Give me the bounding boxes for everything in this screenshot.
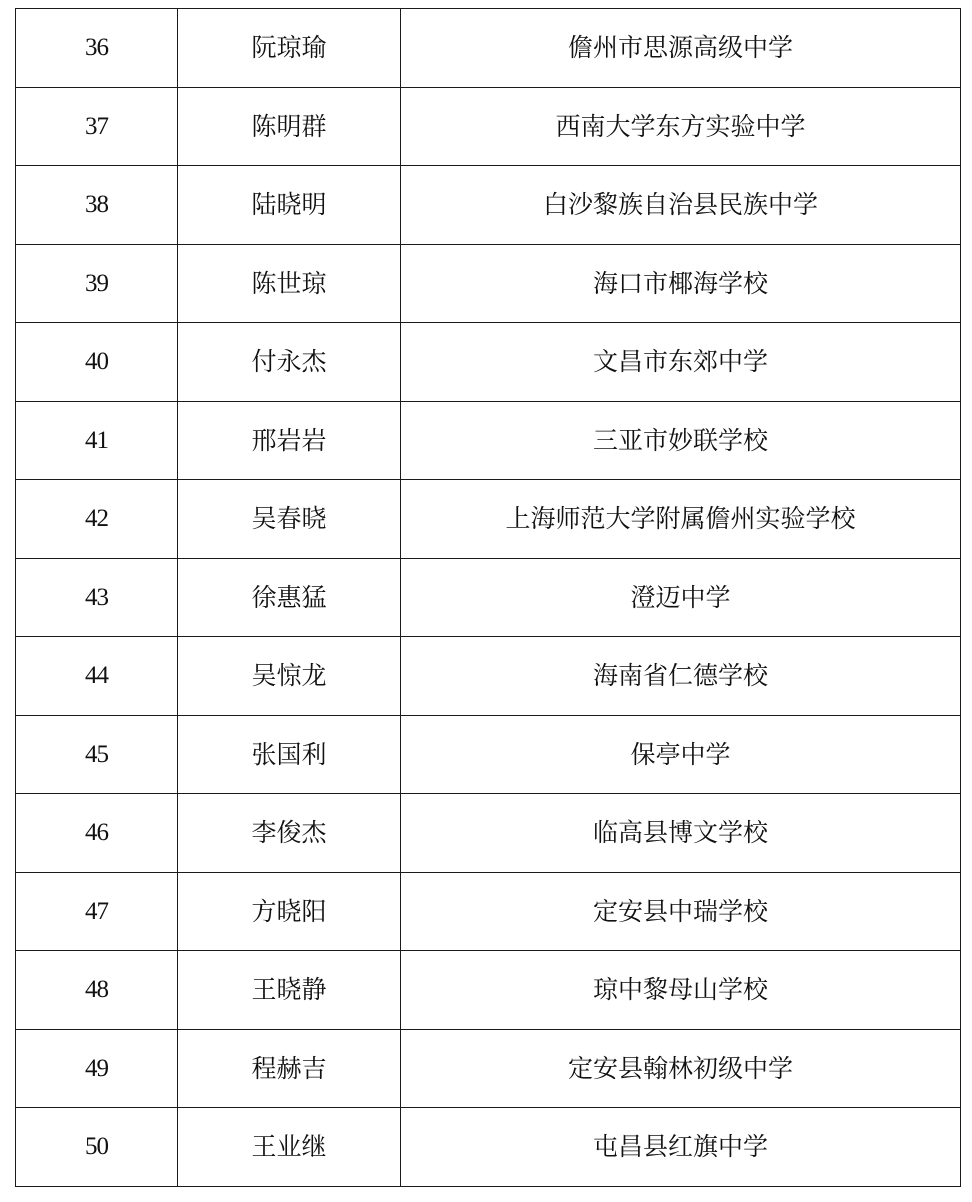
row-number-cell: 43: [16, 558, 178, 637]
table-row: [16, 1108, 961, 1187]
school-name-cell: 保亭中学: [401, 715, 961, 794]
school-name-cell: 儋州市思源高级中学: [401, 9, 961, 88]
school-name-cell: 临高县博文学校: [401, 794, 961, 873]
row-number-cell: 50: [16, 1108, 178, 1187]
row-number-cell: 41: [16, 401, 178, 480]
row-number-cell: 39: [16, 244, 178, 323]
school-name-cell: 海口市椰海学校: [401, 244, 961, 323]
row-number-cell: 42: [16, 480, 178, 559]
table-row: [16, 794, 961, 873]
person-name-cell: 吴惊龙: [178, 637, 401, 716]
table-row: [16, 1029, 961, 1108]
school-name-cell: 屯昌县红旗中学: [401, 1108, 961, 1187]
table-row: [16, 715, 961, 794]
person-name-cell: 陈明群: [178, 87, 401, 166]
school-name-cell: 白沙黎族自治县民族中学: [401, 166, 961, 245]
school-name-cell: 西南大学东方实验中学: [401, 87, 961, 166]
person-name-cell: 付永杰: [178, 323, 401, 402]
school-name-cell: 定安县翰林初级中学: [401, 1029, 961, 1108]
person-name-cell: 吴春晓: [178, 480, 401, 559]
person-name-cell: 王晓静: [178, 951, 401, 1030]
person-name-cell: 张国利: [178, 715, 401, 794]
table-row: [16, 244, 961, 323]
row-number-cell: 37: [16, 87, 178, 166]
school-name-cell: 上海师范大学附属儋州实验学校: [401, 480, 961, 559]
row-number-cell: 48: [16, 951, 178, 1030]
row-number-cell: 47: [16, 872, 178, 951]
row-number-cell: 36: [16, 9, 178, 88]
person-name-cell: 方晓阳: [178, 872, 401, 951]
table-row: [16, 87, 961, 166]
row-number-cell: 45: [16, 715, 178, 794]
person-name-cell: 徐惠猛: [178, 558, 401, 637]
row-number-cell: 49: [16, 1029, 178, 1108]
row-number-cell: 40: [16, 323, 178, 402]
person-name-cell: 陆晓明: [178, 166, 401, 245]
person-name-cell: 邢岩岩: [178, 401, 401, 480]
school-name-cell: 文昌市东郊中学: [401, 323, 961, 402]
table-row: [16, 872, 961, 951]
school-name-cell: 三亚市妙联学校: [401, 401, 961, 480]
row-number-cell: 46: [16, 794, 178, 873]
table-row: [16, 323, 961, 402]
roster-table-body: [16, 9, 961, 1187]
person-name-cell: 李俊杰: [178, 794, 401, 873]
table-row: [16, 637, 961, 716]
table-row: [16, 558, 961, 637]
person-name-cell: 王业继: [178, 1108, 401, 1187]
table-row: [16, 166, 961, 245]
person-name-cell: 程赫吉: [178, 1029, 401, 1108]
roster-table: [15, 8, 961, 1187]
school-name-cell: 琼中黎母山学校: [401, 951, 961, 1030]
row-number-cell: 38: [16, 166, 178, 245]
person-name-cell: 陈世琼: [178, 244, 401, 323]
table-row: [16, 9, 961, 88]
person-name-cell: 阮琼瑜: [178, 9, 401, 88]
table-row: [16, 480, 961, 559]
school-name-cell: 定安县中瑞学校: [401, 872, 961, 951]
table-row: [16, 401, 961, 480]
table-row: [16, 951, 961, 1030]
row-number-cell: 44: [16, 637, 178, 716]
school-name-cell: 澄迈中学: [401, 558, 961, 637]
school-name-cell: 海南省仁德学校: [401, 637, 961, 716]
